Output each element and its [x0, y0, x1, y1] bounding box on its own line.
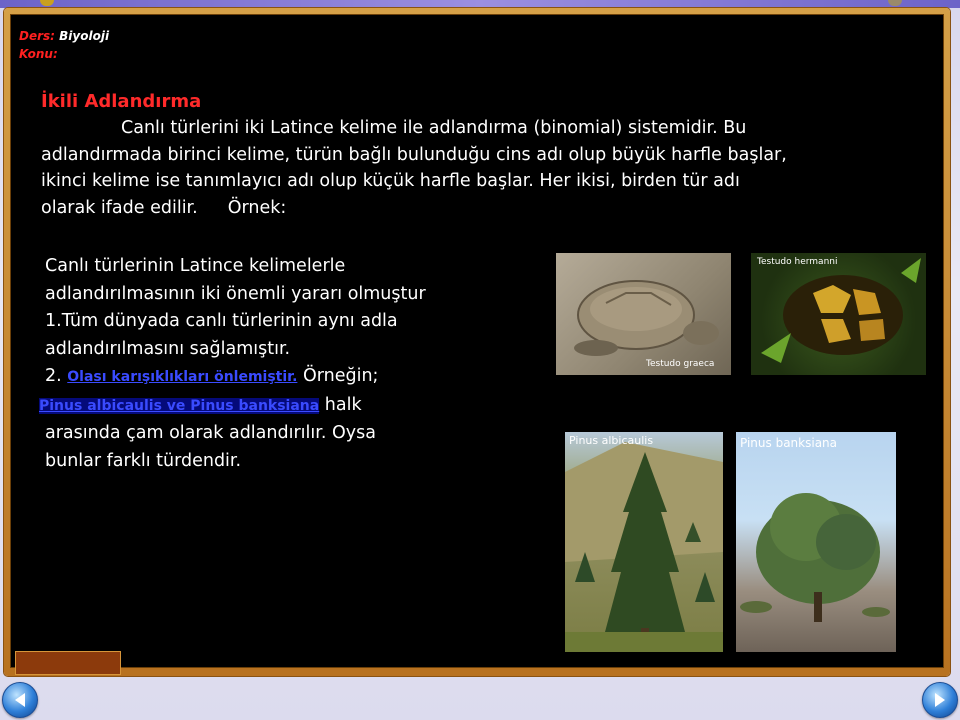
list-line: arasında çam olarak adlandırılır. Oysa [45, 423, 376, 443]
back-button[interactable] [2, 682, 38, 718]
list-line: 1.Tüm dünyada canlı türlerinin aynı adla [45, 311, 398, 331]
tortoise-graphic [751, 253, 926, 375]
list-line: halk [324, 394, 362, 415]
confusion-link[interactable]: Olası karışıklıkları önlemiştir. [67, 369, 298, 385]
example-label: Örnek: [227, 197, 287, 218]
pinus-banksiana-photo [736, 432, 896, 652]
pine-tree-graphic [565, 432, 723, 652]
advantages-list [39, 253, 515, 475]
para-line-1: Canlı türlerini iki Latince kelime ile adlandırma (binomial) sistemidir. Bu [121, 118, 747, 138]
ders-label: Ders: [19, 29, 55, 43]
pinus-albicaulis-photo [565, 432, 723, 652]
list-line: bunlar farklı türdendir. [45, 450, 242, 471]
list-number: 2. [45, 366, 62, 386]
para-line-4: olarak ifade edilir. [41, 197, 198, 218]
list-line: Canlı türlerinin Latince kelimelerle [45, 256, 346, 276]
slide-content [10, 14, 944, 668]
pinus-link[interactable]: Pinus albicaulis ve Pinus banksiana [39, 397, 320, 414]
konu-label: Konu: [19, 47, 58, 61]
page-title: İkili Adlandırma [41, 91, 202, 112]
tortoise-graphic [556, 253, 731, 375]
forward-button[interactable] [922, 682, 958, 718]
pinus-albicaulis-caption: Pinus albicaulis [569, 434, 654, 447]
list-line: adlandırılmasını sağlamıştır. [45, 338, 291, 359]
para-line-2: adlandırmada birinci kelime, türün bağlı bulunduğu cins adı olup büyük harfle başlar, [41, 144, 787, 165]
list-line: adlandırılmasının iki önemli yararı olmuştur [45, 283, 426, 304]
para-line-3: ikinci kelime ise tanımlayıcı adı olup küçük harfle başlar. Her ikisi, birden tür adı [41, 171, 740, 191]
top-strip [0, 0, 960, 8]
slide-frame [4, 8, 950, 676]
ders-value: Biyoloji [59, 29, 110, 43]
list-line: Örneğin; [302, 366, 379, 386]
pine-tree-graphic [736, 432, 896, 652]
left-arrow-icon [11, 691, 29, 709]
testudo-hermanni-caption: Testudo hermanni [757, 257, 838, 267]
testudo-graeca-photo [556, 253, 731, 375]
slide-header [19, 27, 109, 63]
testudo-hermanni-photo [751, 253, 926, 375]
definition-paragraph [41, 115, 931, 221]
footer-button[interactable] [15, 651, 121, 675]
testudo-graeca-caption: Testudo graeca [646, 359, 715, 369]
right-arrow-icon [931, 691, 949, 709]
pinus-banksiana-caption: Pinus banksiana [740, 436, 838, 450]
